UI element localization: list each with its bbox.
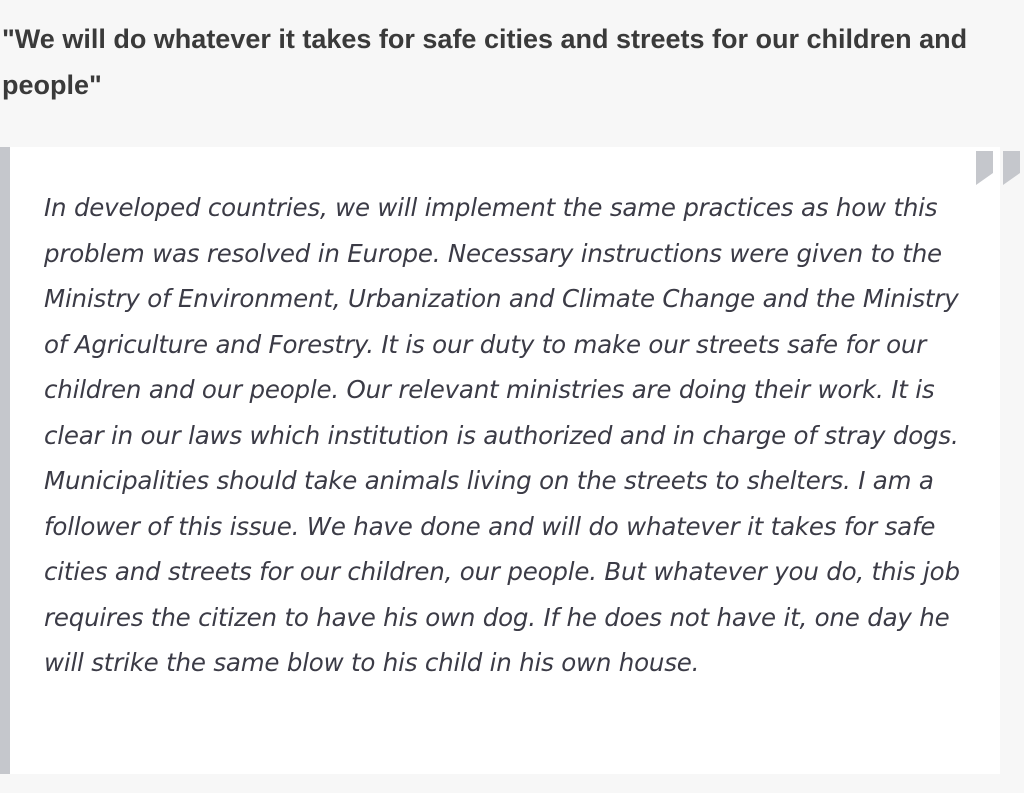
article-headline: "We will do whatever it takes for safe cities and streets for our children and people" [2,24,968,100]
closing-quote-icon [976,151,1024,185]
quote-text: In developed countries, we will implement the same practices as how this problem was resolved in Europe. Necessary instructions were given to the Ministry of Environment, Urbanization and Climate Change and the Ministry of Agriculture and Forestry. It is our duty to make our streets safe for our children and our people. Our relevant ministries are doing their work. It is clear in our laws which institution is authorized and in charge of stray dogs. Municipalities should take animals living on the streets to shelters. I am a follower of this issue. We have done and will do whatever it takes for safe cities and streets for our children, our people. But whatever you do, this job requires the citizen to have his own dog. If he does not have it, one day he will strike the same blow to his child in his own house. [44,193,960,677]
blockquote [0,147,1000,774]
